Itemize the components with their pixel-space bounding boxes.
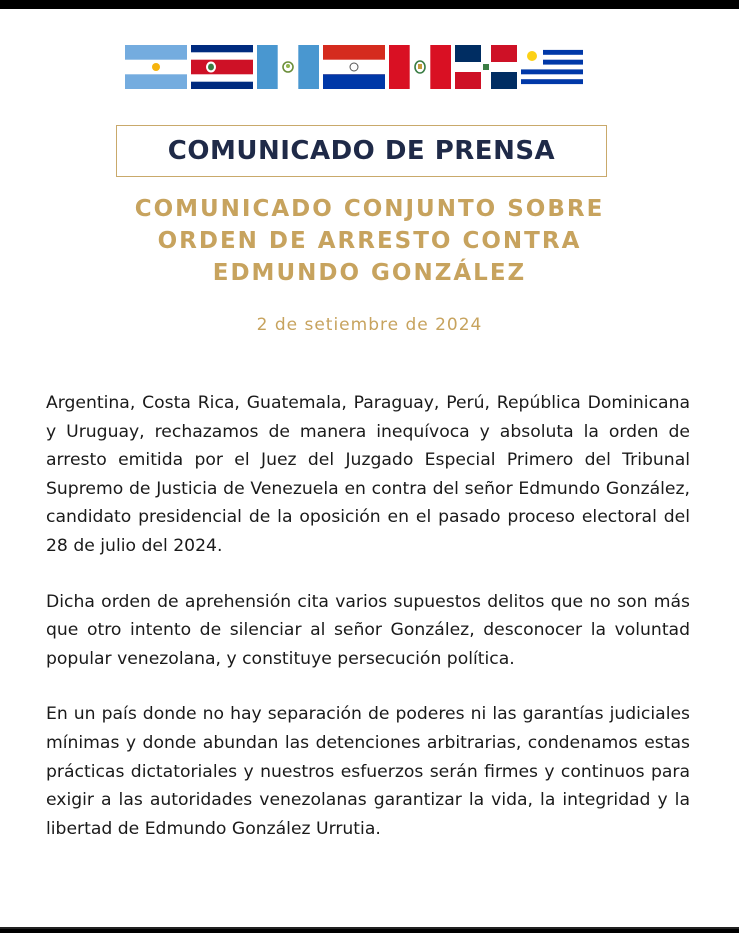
paragraph: Argentina, Costa Rica, Guatemala, Paraguay, Perú, República Dominicana y Uruguay, rechazamos de manera inequívoca y absoluta la orden de arresto emitida por el Juez del Juzgado Especial Primero del Tribunal Supremo de Justicia de Venezuela en contra del señor Edmundo González, candidato presidencial de la oposición en el pasado proceso electoral del 28 de julio del 2024. (46, 393, 690, 556)
paraguay-flag-icon (323, 45, 385, 89)
headline (60, 193, 679, 289)
headline-line: EDMUNDO GONZÁLEZ (212, 260, 527, 286)
release-date: 2 de setiembre de 2024 (256, 315, 483, 335)
argentina-flag-icon (125, 45, 187, 89)
headline-line: ORDEN DE ARRESTO CONTRA (157, 228, 582, 254)
paragraph: Dicha orden de aprehensión cita varios supuestos delitos que no son más que otro intento de silenciar al señor González, desconocer la voluntad popular venezolana, y constituye persecución política. (46, 591, 690, 669)
peru-flag-icon (389, 45, 451, 89)
body-text (46, 389, 690, 870)
flags-row (125, 45, 583, 89)
press-release-page (0, 9, 739, 929)
paragraph: En un país donde no hay separación de poderes ni las garantías judiciales mínimas y donde abundan las detenciones arbitrarias, condenamos estas prácticas dictatoriales y nuestros esfuerzos serán firmes y continuos para exigir a las autoridades venezolanas garantizar la vida, la integridad y la libertad de Edmundo González Urrutia. (46, 704, 690, 839)
bottom-divider (0, 927, 739, 929)
costa-rica-flag-icon (191, 45, 253, 89)
press-release-label: COMUNICADO DE PRENSA (167, 136, 556, 166)
uruguay-flag-icon (521, 45, 583, 89)
press-release-box (116, 125, 607, 177)
headline-line: COMUNICADO CONJUNTO SOBRE (134, 196, 605, 222)
guatemala-flag-icon (257, 45, 319, 89)
dominican-republic-flag-icon (455, 45, 517, 89)
